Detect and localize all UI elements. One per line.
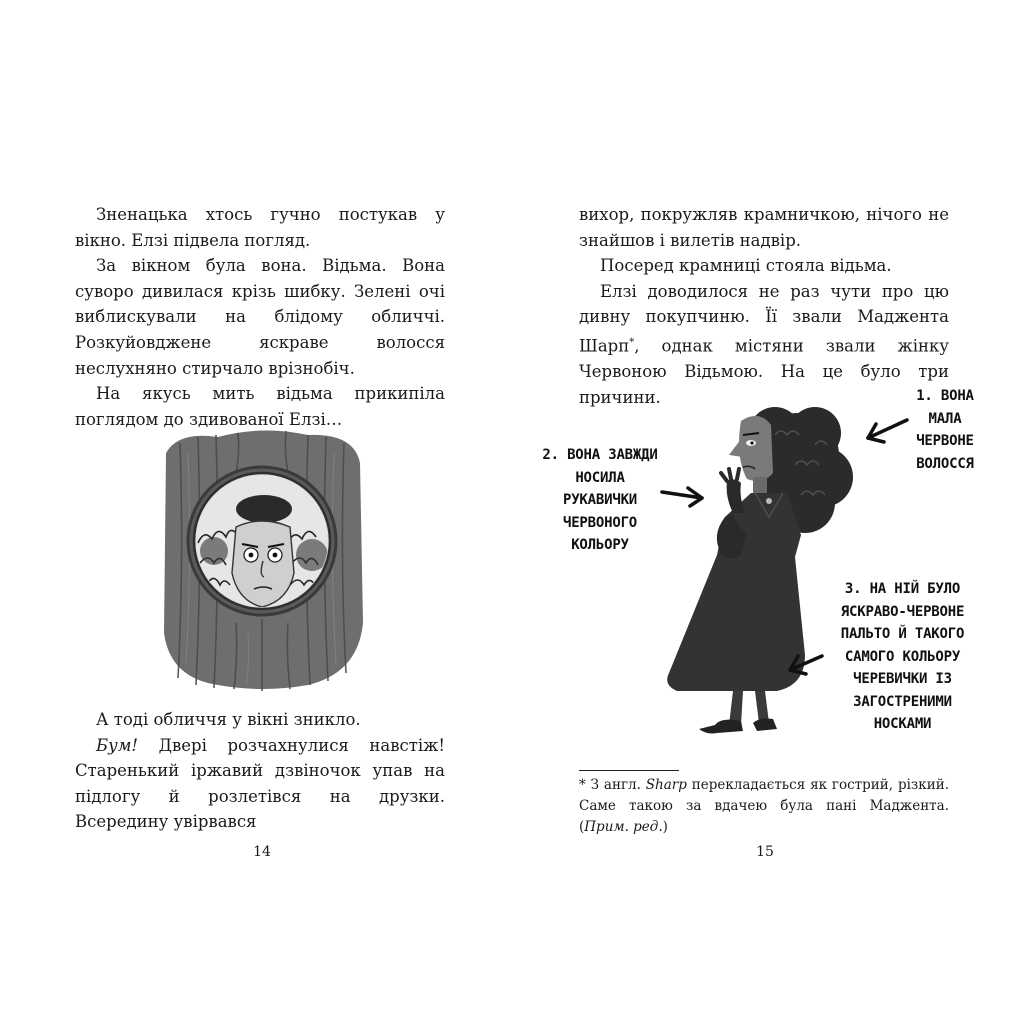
- footnote-text: ): [662, 819, 668, 835]
- footnote-mark: *: [629, 336, 635, 348]
- page-number: 14: [253, 844, 271, 860]
- paragraph-text: Двері розчахнулися навстіж! Старенький іржавий дзвіночок упав на підлогу й розлетівся на друзки. Всередину увірвався: [75, 735, 445, 832]
- footnote-divider: [579, 770, 679, 771]
- paragraph: За вікном була вона. Відьма. Вона суворо дивилася крізь шибку. Зелені очі виблискували на блідому обличчі. Розкуйовджене яскраве волосся неслухняно стирчало врізнобіч.: [75, 256, 445, 378]
- witch-in-window-icon: [158, 423, 366, 693]
- paragraph-text: Елзі доводилося не раз чути про цю дивну покупчиню. Її звали Маджента Шарп: [579, 281, 949, 356]
- right-top-text: [579, 202, 949, 410]
- left-top-text: [75, 202, 445, 432]
- callout-red-coat: 3. НА НІЙ БУЛО ЯСКРАВО-ЧЕРВОНЕ ПАЛЬТО Й ТАКОГО САМОГО КОЛЬОРУ ЧЕРЕВИЧКИ ІЗ ЗАГОСТРЕНИМИ НОСКАМИ: [840, 581, 965, 732]
- page-number: 15: [756, 844, 774, 860]
- emphasis: Бум!: [96, 735, 139, 755]
- callout-red-hair: 1. ВОНА МАЛА ЧЕРВОНЕ ВОЛОССЯ: [916, 388, 974, 472]
- paragraph: На якусь мить відьма прикипіла поглядом до здивованої Елзі…: [75, 384, 445, 429]
- footnote: [579, 775, 949, 838]
- footnote-note: Прим. ред.: [584, 819, 663, 835]
- callout-red-gloves: 2. ВОНА ЗАВЖДИ НОСИЛА РУКАВИЧКИ ЧЕРВОНОГО КОЛЬОРУ: [542, 447, 658, 553]
- paragraph: Зненацька хтось гучно постукав у вікно. Елзі підвела погляд.: [75, 205, 445, 250]
- paragraph: вихор, покружляв крамничкою, нічого не знайшов і вилетів надвір.: [579, 205, 949, 250]
- paragraph: А тоді обличчя у вікні зникло.: [96, 710, 361, 729]
- footnote-word: Sharp: [645, 777, 687, 793]
- paragraph: Посеред крамниці стояла відьма.: [600, 256, 892, 276]
- paragraph: [75, 733, 445, 835]
- left-bottom-text: [75, 707, 445, 835]
- footnote-text: * З англ.: [579, 777, 646, 793]
- footnote-text: перекладається як гострий, різкий. Саме такою за вдачею була пані Маджента. (: [579, 777, 949, 835]
- paragraph-text: , однак містяни звали жінку Червоною Відьмою. На це було три причини.: [579, 336, 949, 407]
